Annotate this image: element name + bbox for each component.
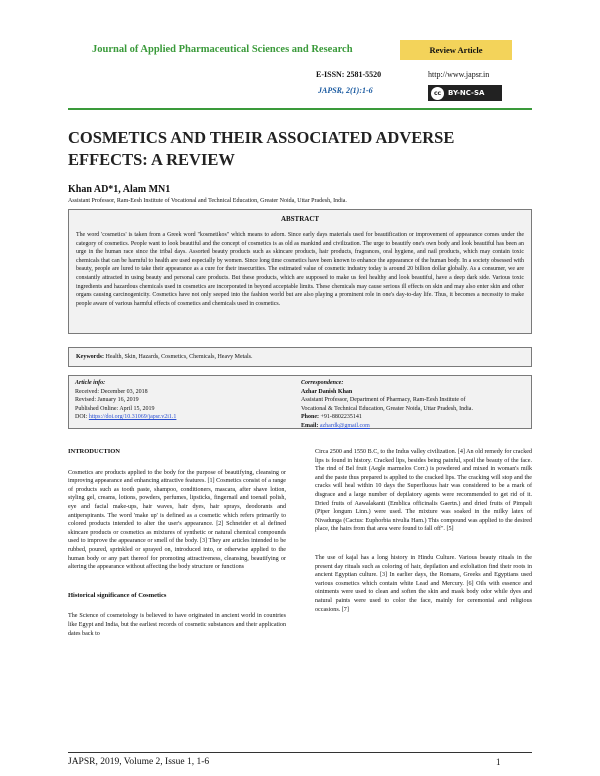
authors: Khan AD*1, Alam MN1 bbox=[68, 184, 171, 195]
article-title: COSMETICS AND THEIR ASSOCIATED ADVERSE EFFECTS: A REVIEW bbox=[68, 128, 455, 169]
keywords-label: Keywords: bbox=[76, 354, 104, 360]
cc-license-label: BY-NC-SA bbox=[448, 89, 485, 97]
issn: E-ISSN: 2581-5520 bbox=[316, 70, 382, 79]
article-info-heading: Article info: bbox=[75, 380, 106, 386]
correspondence-heading: Correspondence: bbox=[301, 380, 344, 386]
cc-icon: cc bbox=[431, 87, 444, 100]
article-info-box bbox=[68, 375, 532, 429]
abstract-box bbox=[68, 209, 532, 334]
introduction-heading: INTRODUCTION bbox=[68, 448, 121, 455]
correspondence-address-2: Vocational & Technical Education, Greater Noida, Uttar Pradesh, India. bbox=[301, 405, 473, 412]
abstract-text: The word 'cosmetics' is taken from a Greek word "kosmetikos" which means to adorn. Since early days materials used for beautification or improvement of appearance comes under the category of cosmetics. People want to look beautiful and the concept of cosmetics is as old as mankind and civilization. The urge to beautify one's own body and look beautiful has been an urge in the human race since the tribal days. Assorted beauty products such as skincare products, hair products, fragrances, oral hygiene, and nail products, which may contain toxic chemicals that can be harmful to health are used especially by women. Since long time cosmetics have been known to enhance the appearance of the human body. In a society obsessed with beauty, people are lured to take their appearance as a cure for their insecurities. The estimated value of cosmetic industry today is around 20 billion dollar globally. As a consumer, we are constantly attracted in using beauty and personal care products. But these products, which are supposed to make us feel healthy and look beautiful, have a deep dark side. Various toxic ingredients and hazardous chemicals used in cosmetics are incorporated in beyond acceptable limits. These chemicals may cause serious ill effects on skin and may also enter skin and other organs causing carcinogenicity. Cosmetics have not only seeped into the fashion world but are also playing a prominent role in one's day-to-day life. Thus, it becomes a necessity to make people aware of various harmful effects of cosmetics and chemicals used in cosmetics. bbox=[76, 232, 524, 307]
article-type-badge: Review Article bbox=[400, 40, 512, 60]
header-divider bbox=[68, 108, 532, 110]
doi-link[interactable]: https://doi.org/10.31069/japsr.v2i1.1 bbox=[88, 414, 177, 421]
journal-citation: JAPSR, 2(1):1-6 bbox=[318, 86, 373, 95]
correspondence bbox=[301, 379, 527, 431]
left-column bbox=[68, 448, 286, 648]
footer-divider bbox=[68, 752, 532, 753]
email-link[interactable]: azhardk@gmail.com bbox=[319, 422, 370, 429]
abstract-heading: ABSTRACT bbox=[280, 215, 320, 223]
kajal-paragraph: The use of kajal has a long history in Hindu Culture. Various beauty rituals in the present day rituals such as coloring of hair, depilation and exfoliation find their roots in ancient Egyptian culture. [3] In earlier days, the Romans, Greeks and Egyptians used various cosmetics which contain white Lead and Mercury. [6] Oils with essence and ointments were used to clean and soften the skin and mask body odor while dyes and natural paints were used to color the face, mainly for ceremonial and religious occasions. [7] bbox=[315, 554, 532, 613]
journal-url-link[interactable]: http://www.japsr.in bbox=[428, 70, 490, 79]
email-label: Email: bbox=[301, 422, 319, 429]
phone-number: +91-8802235141 bbox=[320, 414, 362, 421]
revised-date: Revised: January 16, 2019 bbox=[75, 397, 139, 404]
doi-label: DOI: bbox=[75, 414, 88, 421]
keywords-box bbox=[68, 347, 532, 367]
history-paragraph: The Science of cosmetology is believed to have originated in ancient world in countries like Egypt and India, but the earliest records of cosmetic substances and their application dates back to bbox=[68, 613, 286, 637]
history-continued-paragraph: Circa 2500 and 1550 B.C, to the Indus valley civilization. [4] An old remedy for cracked lips is found in history. Cracked lips, besides being painful, spoil the beauty of the face. The rind of Bel fruit (Aegle marmelos Corr.) is powdered and mixed in woman's milk and the paste thus prepared is applied to the cracked lips. The cracking will stop and the cracks will heal within 10 days the Superfluous hair was considered to be a mark of disgrace and a large number of depilatory agents were recommended to get rid of it. Dried fruits of Aawalakanti (Emblica officinalis Gaertn.) and dried fruits of Pimpali (Piper longum Linn.) were used. The mixture was soaked in the milky latex of Nivadunga (Cactus: Euphorbia nivulia Ham.) This compound was applied to the desired place, the hairs from that area were found to fall off". [5] bbox=[315, 449, 532, 533]
published-date: Published Online: April 15, 2019 bbox=[75, 405, 155, 412]
introduction-paragraph: Cosmetics are products applied to the body for the purpose of beautifying, cleansing or improving appearance and enhancing attractive features. [1] Cosmetics consist of a range of products such as tooth paste, shampoo, conditioners, mascara, after shave lotion, styling gel, creams, lotions, powders, perfumes, lipsticks, fingernail and toenail polish, eye and facial make-ups, hair waves, hair dyes, hair sprays, deodorants and antiperspirants. The word 'make up' is defined as a cosmetic which refers primarily to colored products intended to alter the user's appearance. [2] Schneider et al defined skincare products or cosmetics as mixtures of synthetic or natural chemical compounds used to improve the appearance or smell of the body. [3] They are articles intended to be rubbed, poured, sprinkled or sprayed on, introduced into, or otherwise applied to the human body or any part thereof for promoting attractiveness, cleansing, beautifying or altering the appearance without affecting the body structure or functions bbox=[68, 469, 286, 571]
received-date: Received: December 03, 2018 bbox=[75, 388, 148, 395]
right-column bbox=[315, 448, 532, 624]
correspondence-address-1: Assistant Professor, Department of Pharmacy, Ram-Eesh Institute of bbox=[301, 397, 466, 404]
keywords-text: Health, Skin, Hazards, Cosmetics, Chemicals, Heavy Metals. bbox=[105, 354, 253, 360]
phone-label: Phone: bbox=[301, 414, 319, 421]
correspondence-name: Azhar Danish Khan bbox=[301, 388, 353, 395]
page-number: 1 bbox=[496, 757, 501, 767]
article-info bbox=[75, 379, 295, 422]
history-heading: Historical significance of Cosmetics bbox=[68, 591, 167, 599]
affiliation: Assistant Professor, Ram-Eesh Institute of Vocational and Technical Education, Greater Noida, Uttar Pradesh, India. bbox=[68, 198, 347, 204]
journal-name: Journal of Applied Pharmaceutical Sciences and Research bbox=[92, 44, 353, 55]
footer-citation: JAPSR, 2019, Volume 2, Issue 1, 1-6 bbox=[68, 757, 210, 767]
cc-license-badge[interactable] bbox=[428, 85, 502, 101]
